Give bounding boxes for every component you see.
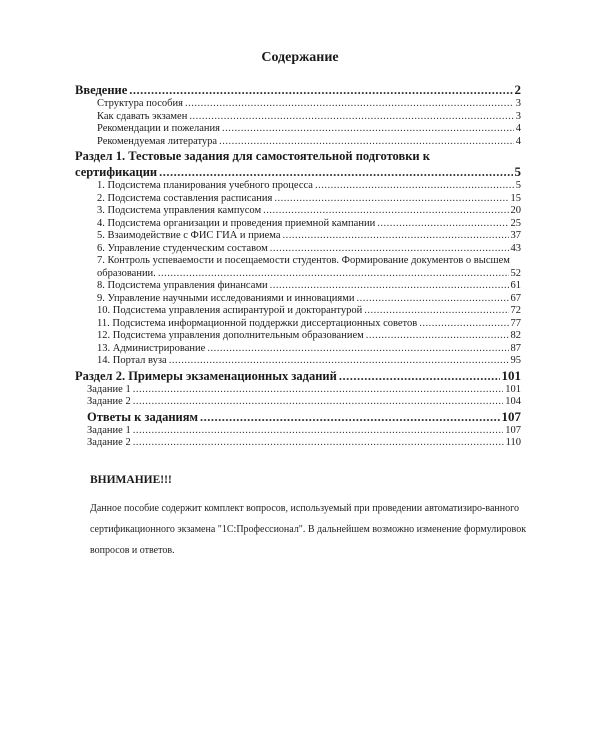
toc-entry-page: 15 [510,192,521,204]
toc-dot-leader [189,111,513,124]
toc-entry[interactable] [75,243,521,256]
toc-entry[interactable] [75,280,521,293]
toc-entry-page: 52 [510,267,521,279]
toc-dot-leader [339,368,500,384]
toc-entry-label: Раздел 2. Примеры экзаменационных заданий [75,368,337,383]
toc-dot-leader [133,384,504,397]
toc-entry-page: 4 [515,135,521,147]
toc-entry-page: 5 [515,180,521,191]
toc-entry-page: 3 [515,98,521,109]
toc-entry-label: 6. Управление студенческим составом [97,242,268,254]
toc-entry-label: 3. Подсистема управления кампусом [97,205,262,216]
toc-dot-leader [219,136,514,149]
toc-dot-leader [357,293,509,306]
toc-entry-label: 13. Администрирование [97,342,206,354]
toc-entry[interactable] [75,230,521,243]
toc-dot-leader [158,268,509,281]
toc-entry-label: 9. Управление научными исследованиями и инновациями [97,292,355,304]
toc-dot-leader [169,355,509,368]
toc-entry-page: 20 [510,205,521,216]
toc-dot-leader [222,123,514,136]
toc-entry[interactable] [75,425,521,438]
toc-entry-label: Задание 1 [87,383,131,395]
toc-entry-page: 43 [510,242,521,254]
toc-entry-page: 107 [501,408,521,424]
toc-entry-label: 2. Подсистема составления расписания [97,192,273,204]
toc-entry-label: Введение [75,83,128,97]
toc-entry[interactable] [75,343,521,356]
toc-dot-leader [129,82,512,98]
toc-entry-page: 95 [510,355,521,366]
toc-dot-leader [419,318,508,331]
toc-entry-label: Структура пособия [97,98,183,109]
toc-entry-page: 72 [510,305,521,316]
toc-entry-wrap-line: Раздел 1. Тестовые задания для самостоятельной подготовки к [75,149,430,163]
warning-title: ВНИМАНИЕ!!! [90,474,172,486]
toc-entry[interactable] [75,98,521,111]
toc-entry-label: 14. Портал вуза [97,355,167,366]
toc-dot-leader [133,425,504,438]
toc-entry-label: Задание 2 [87,437,131,448]
toc-entry-page: 101 [501,367,521,383]
toc-entry-label: Задание 2 [87,396,131,407]
toc-entry[interactable] [75,384,521,397]
toc-entry[interactable] [75,293,521,306]
toc-entry-label: Ответы к заданиям [87,409,199,424]
page-title: Содержание [261,50,339,65]
toc-dot-leader [207,343,508,356]
toc-entry[interactable] [75,164,521,180]
toc-entry[interactable] [75,268,521,281]
toc-dot-leader [133,396,504,409]
toc-entry-page: 101 [505,383,521,395]
toc-entry-page: 61 [510,280,521,291]
toc-entry[interactable] [75,136,521,149]
toc-entry-label: 10. Подсистема управления аспирантурой и докторантурой [97,305,363,316]
toc-entry[interactable] [75,409,521,425]
toc-dot-leader [200,409,499,425]
toc-dot-leader [185,98,514,111]
toc-entry[interactable] [75,396,521,409]
toc-entry-page: 82 [510,330,521,341]
toc-entry-page: 104 [505,396,521,407]
toc-dot-leader [274,193,508,206]
toc-entry[interactable] [75,355,521,368]
toc-entry[interactable] [75,318,521,331]
toc-entry-label: 11. Подсистема информационной поддержки диссертационных советов [97,317,418,329]
toc-entry-label: 5. Взаимодействие с ФИС ГИА и приема [97,230,281,241]
toc-entry[interactable] [75,111,521,124]
toc-dot-leader [270,243,509,256]
toc-entry[interactable] [75,123,521,136]
toc-entry[interactable] [75,180,521,193]
toc-entry-page: 25 [510,217,521,229]
toc-entry[interactable] [75,437,521,450]
toc-dot-leader [159,164,512,180]
toc-entry[interactable] [75,330,521,343]
toc-entry[interactable] [75,218,521,231]
toc-entry-label: 8. Подсистема управления финансами [97,280,268,291]
toc-entry-page: 3 [515,110,521,122]
toc-entry-page: 5 [514,164,521,179]
toc-entry-page: 37 [510,230,521,241]
toc-entry-label: 4. Подсистема организации и проведения приемной кампании [97,217,376,229]
warning-text: Данное пособие содержит комплект вопросов, используемый при проведении автоматизиро-ванного сертификационного экзамена "1С:Профессионал". В дальнейшем возможно изменение формулировок вопросов и ответов. [90,503,527,556]
toc-entry-label: Как сдавать экзамен [97,110,188,122]
toc-entry-page: 110 [505,437,521,448]
toc-entry[interactable] [75,305,521,318]
toc-dot-leader [133,437,504,450]
toc-entry-label: сертификации [75,165,158,179]
toc-entry-wrap-line: 7. Контроль успеваемости и посещаемости студентов. Формирование документов о высшем [97,255,510,266]
toc-entry-page: 2 [514,82,521,97]
toc-entry-label: Задание 1 [87,424,131,436]
toc-entry-label: 12. Подсистема управления дополнительным образованием [97,330,364,341]
toc-dot-leader [263,205,508,218]
toc-entry[interactable] [75,205,521,218]
toc-entry-page: 87 [510,342,521,354]
toc-entry-page: 4 [515,123,521,134]
table-of-contents [75,82,521,450]
toc-entry-label: 1. Подсистема планирования учебного процесса [97,180,313,191]
toc-entry[interactable] [75,82,521,98]
toc-dot-leader [377,218,508,231]
toc-dot-leader [364,305,508,318]
toc-dot-leader [270,280,509,293]
toc-entry-label: образовании. [97,267,156,279]
toc-entry-page: 107 [505,424,521,436]
toc-entry-page: 67 [510,292,521,304]
toc-entry[interactable] [75,193,521,206]
toc-dot-leader [315,180,514,193]
toc-entry-label: Рекомендации и пожелания [97,123,220,134]
toc-dot-leader [283,230,509,243]
toc-entry[interactable] [75,368,521,384]
toc-dot-leader [366,330,509,343]
toc-entry-page: 77 [510,317,521,329]
toc-entry-label: Рекомендуемая литература [97,135,218,147]
